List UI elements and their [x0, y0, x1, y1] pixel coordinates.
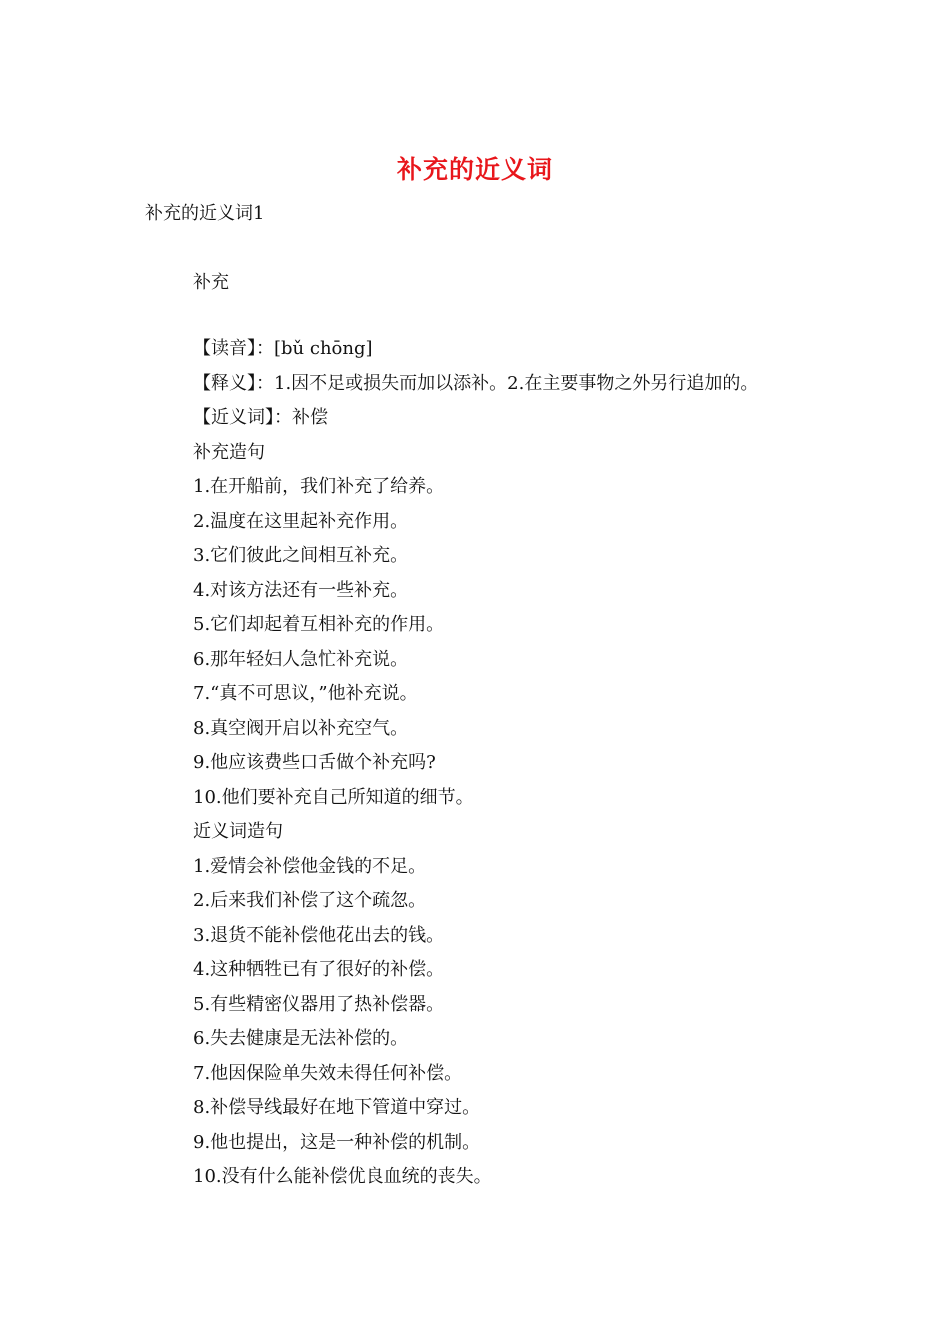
sentence-item: 1.在开船前，我们补充了给养。 — [193, 476, 445, 497]
sentence-item: 3.退货不能补偿他花出去的钱。 — [193, 924, 445, 946]
sentence-item: 4.这种牺牲已有了很好的补偿。 — [193, 959, 445, 980]
entry-body — [193, 337, 893, 1200]
sentence-item: 8.真空阀开启以补充空气。 — [193, 717, 409, 739]
section-heading-synonym-sentences: 近义词造句 — [193, 821, 283, 842]
sentence-item: 10.他们要补充自己所知道的细节。 — [193, 786, 474, 808]
sentence-item: 3.它们彼此之间相互补充。 — [193, 545, 409, 566]
pronunciation-line: 【读音】：[bǔ chōng] — [193, 338, 373, 359]
sentence-item: 7.他因保险单失效未得任何补偿。 — [193, 1062, 463, 1084]
sentence-item: 6.那年轻妇人急忙补充说。 — [193, 648, 409, 670]
sentence-item: 9.他应该费些口舌做个补充吗? — [193, 752, 436, 773]
sentence-item: 6.失去健康是无法补偿的。 — [193, 1028, 409, 1049]
sentence-item: 2.后来我们补偿了这个疏忽。 — [193, 890, 427, 911]
sentence-item: 1.爱情会补偿他金钱的不足。 — [193, 855, 427, 877]
sentence-item: 5.有些精密仪器用了热补偿器。 — [193, 993, 445, 1015]
section-heading-word-sentences: 补充造句 — [193, 441, 265, 463]
sentence-item: 2.温度在这里起补充作用。 — [193, 510, 409, 532]
sentence-item: 10.没有什么能补偿优良血统的丧失。 — [193, 1166, 492, 1187]
sentence-item: 5.它们却起着互相补充的作用。 — [193, 614, 445, 635]
sentence-item: 7.“真不可思议，”他补充说。 — [193, 683, 418, 704]
sentence-item: 9.他也提出，这是一种补偿的机制。 — [193, 1131, 481, 1153]
document-title: 补充的近义词 — [396, 155, 553, 184]
synonym-line: 【近义词】：补偿 — [193, 407, 328, 428]
sentence-item: 4.对该方法还有一些补充。 — [193, 579, 409, 601]
definition-line: 【释义】：1.因不足或损失而加以添补。2.在主要事物之外另行追加的。 — [193, 372, 759, 394]
headword: 补充 — [193, 272, 229, 293]
document-subtitle: 补充的近义词1 — [145, 203, 265, 224]
sentence-item: 8.补偿导线最好在地下管道中穿过。 — [193, 1097, 481, 1118]
